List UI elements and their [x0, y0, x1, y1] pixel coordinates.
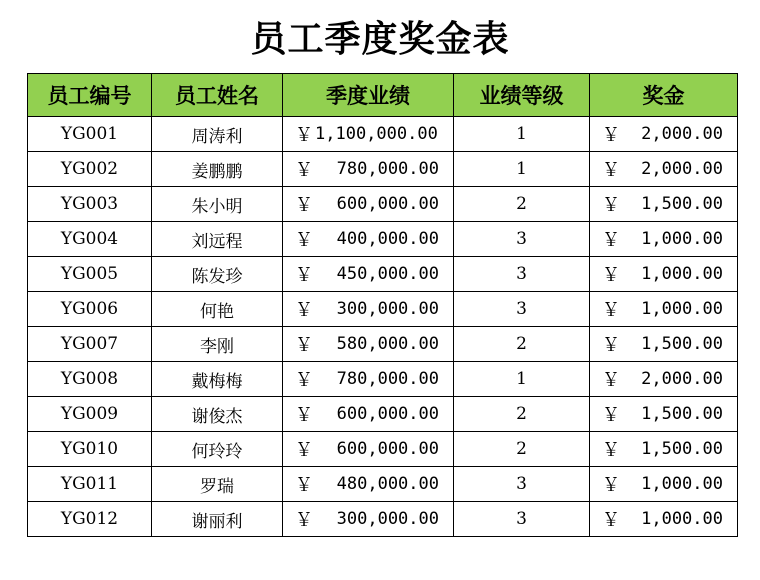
cell-employee-id[interactable]: YG007 [28, 327, 152, 362]
currency-symbol: ￥ [602, 265, 620, 286]
cell-employee-id[interactable]: YG008 [28, 362, 152, 397]
currency-symbol: ￥ [602, 300, 620, 321]
currency-symbol: ￥ [602, 230, 620, 251]
cell-quarterly-performance-amount: 400,000.00 [336, 229, 439, 249]
table-row [28, 187, 738, 222]
currency-symbol: ￥ [295, 160, 313, 181]
bonus-table [27, 73, 738, 537]
cell-bonus-amount: 2,000.00 [641, 369, 723, 389]
cell-bonus[interactable] [590, 397, 738, 432]
cell-employee-id[interactable]: YG010 [28, 432, 152, 467]
table-row [28, 327, 738, 362]
currency-symbol: ￥ [295, 440, 313, 461]
cell-employee-id[interactable]: YG003 [28, 187, 152, 222]
table-row [28, 117, 738, 152]
cell-bonus[interactable] [590, 432, 738, 467]
table-row [28, 397, 738, 432]
cell-quarterly-performance-amount: 600,000.00 [336, 439, 439, 459]
cell-performance-grade[interactable]: 3 [454, 292, 590, 327]
cell-quarterly-performance[interactable] [283, 502, 454, 537]
column-header-employee-name[interactable]: 员工姓名 [152, 74, 283, 117]
cell-quarterly-performance-amount: 780,000.00 [336, 159, 439, 179]
cell-quarterly-performance-amount: 580,000.00 [336, 334, 439, 354]
cell-employee-id[interactable]: YG009 [28, 397, 152, 432]
cell-employee-id[interactable]: YG001 [28, 117, 152, 152]
cell-performance-grade[interactable]: 2 [454, 187, 590, 222]
cell-bonus-amount: 1,500.00 [641, 439, 723, 459]
cell-bonus[interactable] [590, 327, 738, 362]
cell-bonus[interactable] [590, 502, 738, 537]
cell-employee-id[interactable]: YG006 [28, 292, 152, 327]
table-row [28, 502, 738, 537]
table-row [28, 292, 738, 327]
cell-performance-grade[interactable]: 3 [454, 502, 590, 537]
currency-symbol: ￥ [602, 475, 620, 496]
cell-bonus[interactable] [590, 257, 738, 292]
cell-performance-grade[interactable]: 3 [454, 222, 590, 257]
cell-employee-name[interactable]: 谢丽利 [152, 502, 283, 537]
cell-employee-name[interactable]: 谢俊杰 [152, 397, 283, 432]
cell-bonus[interactable] [590, 362, 738, 397]
cell-employee-name[interactable]: 何玲玲 [152, 432, 283, 467]
header-row [28, 74, 738, 117]
cell-quarterly-performance-amount: 600,000.00 [336, 194, 439, 214]
currency-symbol: ￥ [295, 370, 313, 391]
column-header-quarterly-performance[interactable]: 季度业绩 [283, 74, 454, 117]
cell-bonus-amount: 1,500.00 [641, 334, 723, 354]
cell-performance-grade[interactable]: 1 [454, 152, 590, 187]
cell-employee-id[interactable]: YG012 [28, 502, 152, 537]
cell-employee-name[interactable]: 陈发珍 [152, 257, 283, 292]
cell-bonus-amount: 1,000.00 [641, 474, 723, 494]
cell-quarterly-performance-amount: 450,000.00 [336, 264, 439, 284]
currency-symbol: ￥ [295, 335, 313, 356]
cell-employee-name[interactable]: 何艳 [152, 292, 283, 327]
column-header-employee-id[interactable]: 员工编号 [28, 74, 152, 117]
cell-quarterly-performance[interactable] [283, 292, 454, 327]
currency-symbol: ￥ [295, 475, 313, 496]
column-header-performance-grade[interactable]: 业绩等级 [454, 74, 590, 117]
cell-bonus-amount: 1,000.00 [641, 509, 723, 529]
cell-bonus[interactable] [590, 117, 738, 152]
cell-employee-id[interactable]: YG005 [28, 257, 152, 292]
table-row [28, 362, 738, 397]
currency-symbol: ￥ [602, 335, 620, 356]
cell-employee-name[interactable]: 姜鹏鹏 [152, 152, 283, 187]
cell-bonus-amount: 2,000.00 [641, 159, 723, 179]
page-title: 员工季度奖金表 [250, 19, 510, 60]
cell-bonus-amount: 2,000.00 [641, 124, 723, 144]
column-header-bonus[interactable]: 奖金 [590, 74, 738, 117]
cell-employee-id[interactable]: YG004 [28, 222, 152, 257]
cell-employee-name[interactable]: 罗瑞 [152, 467, 283, 502]
currency-symbol: ￥ [602, 195, 620, 216]
table-row [28, 257, 738, 292]
cell-quarterly-performance[interactable] [283, 432, 454, 467]
cell-quarterly-performance-amount: 300,000.00 [336, 509, 439, 529]
currency-symbol: ￥ [295, 125, 313, 146]
currency-symbol: ￥ [602, 160, 620, 181]
cell-bonus-amount: 1,500.00 [641, 194, 723, 214]
cell-performance-grade[interactable]: 3 [454, 257, 590, 292]
currency-symbol: ￥ [602, 405, 620, 426]
cell-bonus[interactable] [590, 222, 738, 257]
cell-quarterly-performance[interactable] [283, 152, 454, 187]
cell-quarterly-performance-amount: 780,000.00 [336, 369, 439, 389]
table-body [28, 117, 738, 537]
cell-performance-grade[interactable]: 2 [454, 327, 590, 362]
cell-bonus-amount: 1,000.00 [641, 299, 723, 319]
cell-bonus[interactable] [590, 292, 738, 327]
currency-symbol: ￥ [602, 125, 620, 146]
cell-quarterly-performance-amount: 1,100,000.00 [315, 124, 438, 144]
cell-quarterly-performance[interactable] [283, 257, 454, 292]
cell-performance-grade[interactable]: 2 [454, 432, 590, 467]
table-row [28, 222, 738, 257]
cell-employee-id[interactable]: YG002 [28, 152, 152, 187]
cell-quarterly-performance[interactable] [283, 467, 454, 502]
cell-bonus-amount: 1,500.00 [641, 404, 723, 424]
cell-performance-grade[interactable]: 2 [454, 397, 590, 432]
cell-performance-grade[interactable]: 3 [454, 467, 590, 502]
cell-bonus[interactable] [590, 187, 738, 222]
cell-quarterly-performance[interactable] [283, 222, 454, 257]
currency-symbol: ￥ [295, 300, 313, 321]
cell-quarterly-performance[interactable] [283, 117, 454, 152]
cell-employee-name[interactable]: 李刚 [152, 327, 283, 362]
cell-bonus-amount: 1,000.00 [641, 229, 723, 249]
cell-employee-name[interactable]: 刘远程 [152, 222, 283, 257]
cell-quarterly-performance-amount: 600,000.00 [336, 404, 439, 424]
cell-performance-grade[interactable]: 1 [454, 362, 590, 397]
cell-bonus[interactable] [590, 152, 738, 187]
cell-quarterly-performance[interactable] [283, 327, 454, 362]
currency-symbol: ￥ [602, 440, 620, 461]
cell-employee-id[interactable]: YG011 [28, 467, 152, 502]
cell-quarterly-performance-amount: 300,000.00 [336, 299, 439, 319]
cell-quarterly-performance-amount: 480,000.00 [336, 474, 439, 494]
currency-symbol: ￥ [295, 230, 313, 251]
cell-quarterly-performance[interactable] [283, 397, 454, 432]
currency-symbol: ￥ [295, 405, 313, 426]
cell-employee-name[interactable]: 周涛利 [152, 117, 283, 152]
cell-employee-name[interactable]: 戴梅梅 [152, 362, 283, 397]
currency-symbol: ￥ [602, 370, 620, 391]
table-row [28, 467, 738, 502]
currency-symbol: ￥ [295, 510, 313, 531]
table-row [28, 152, 738, 187]
cell-bonus-amount: 1,000.00 [641, 264, 723, 284]
cell-quarterly-performance[interactable] [283, 187, 454, 222]
currency-symbol: ￥ [295, 265, 313, 286]
cell-bonus[interactable] [590, 467, 738, 502]
currency-symbol: ￥ [295, 195, 313, 216]
cell-performance-grade[interactable]: 1 [454, 117, 590, 152]
cell-employee-name[interactable]: 朱小明 [152, 187, 283, 222]
cell-quarterly-performance[interactable] [283, 362, 454, 397]
table-row [28, 432, 738, 467]
currency-symbol: ￥ [602, 510, 620, 531]
